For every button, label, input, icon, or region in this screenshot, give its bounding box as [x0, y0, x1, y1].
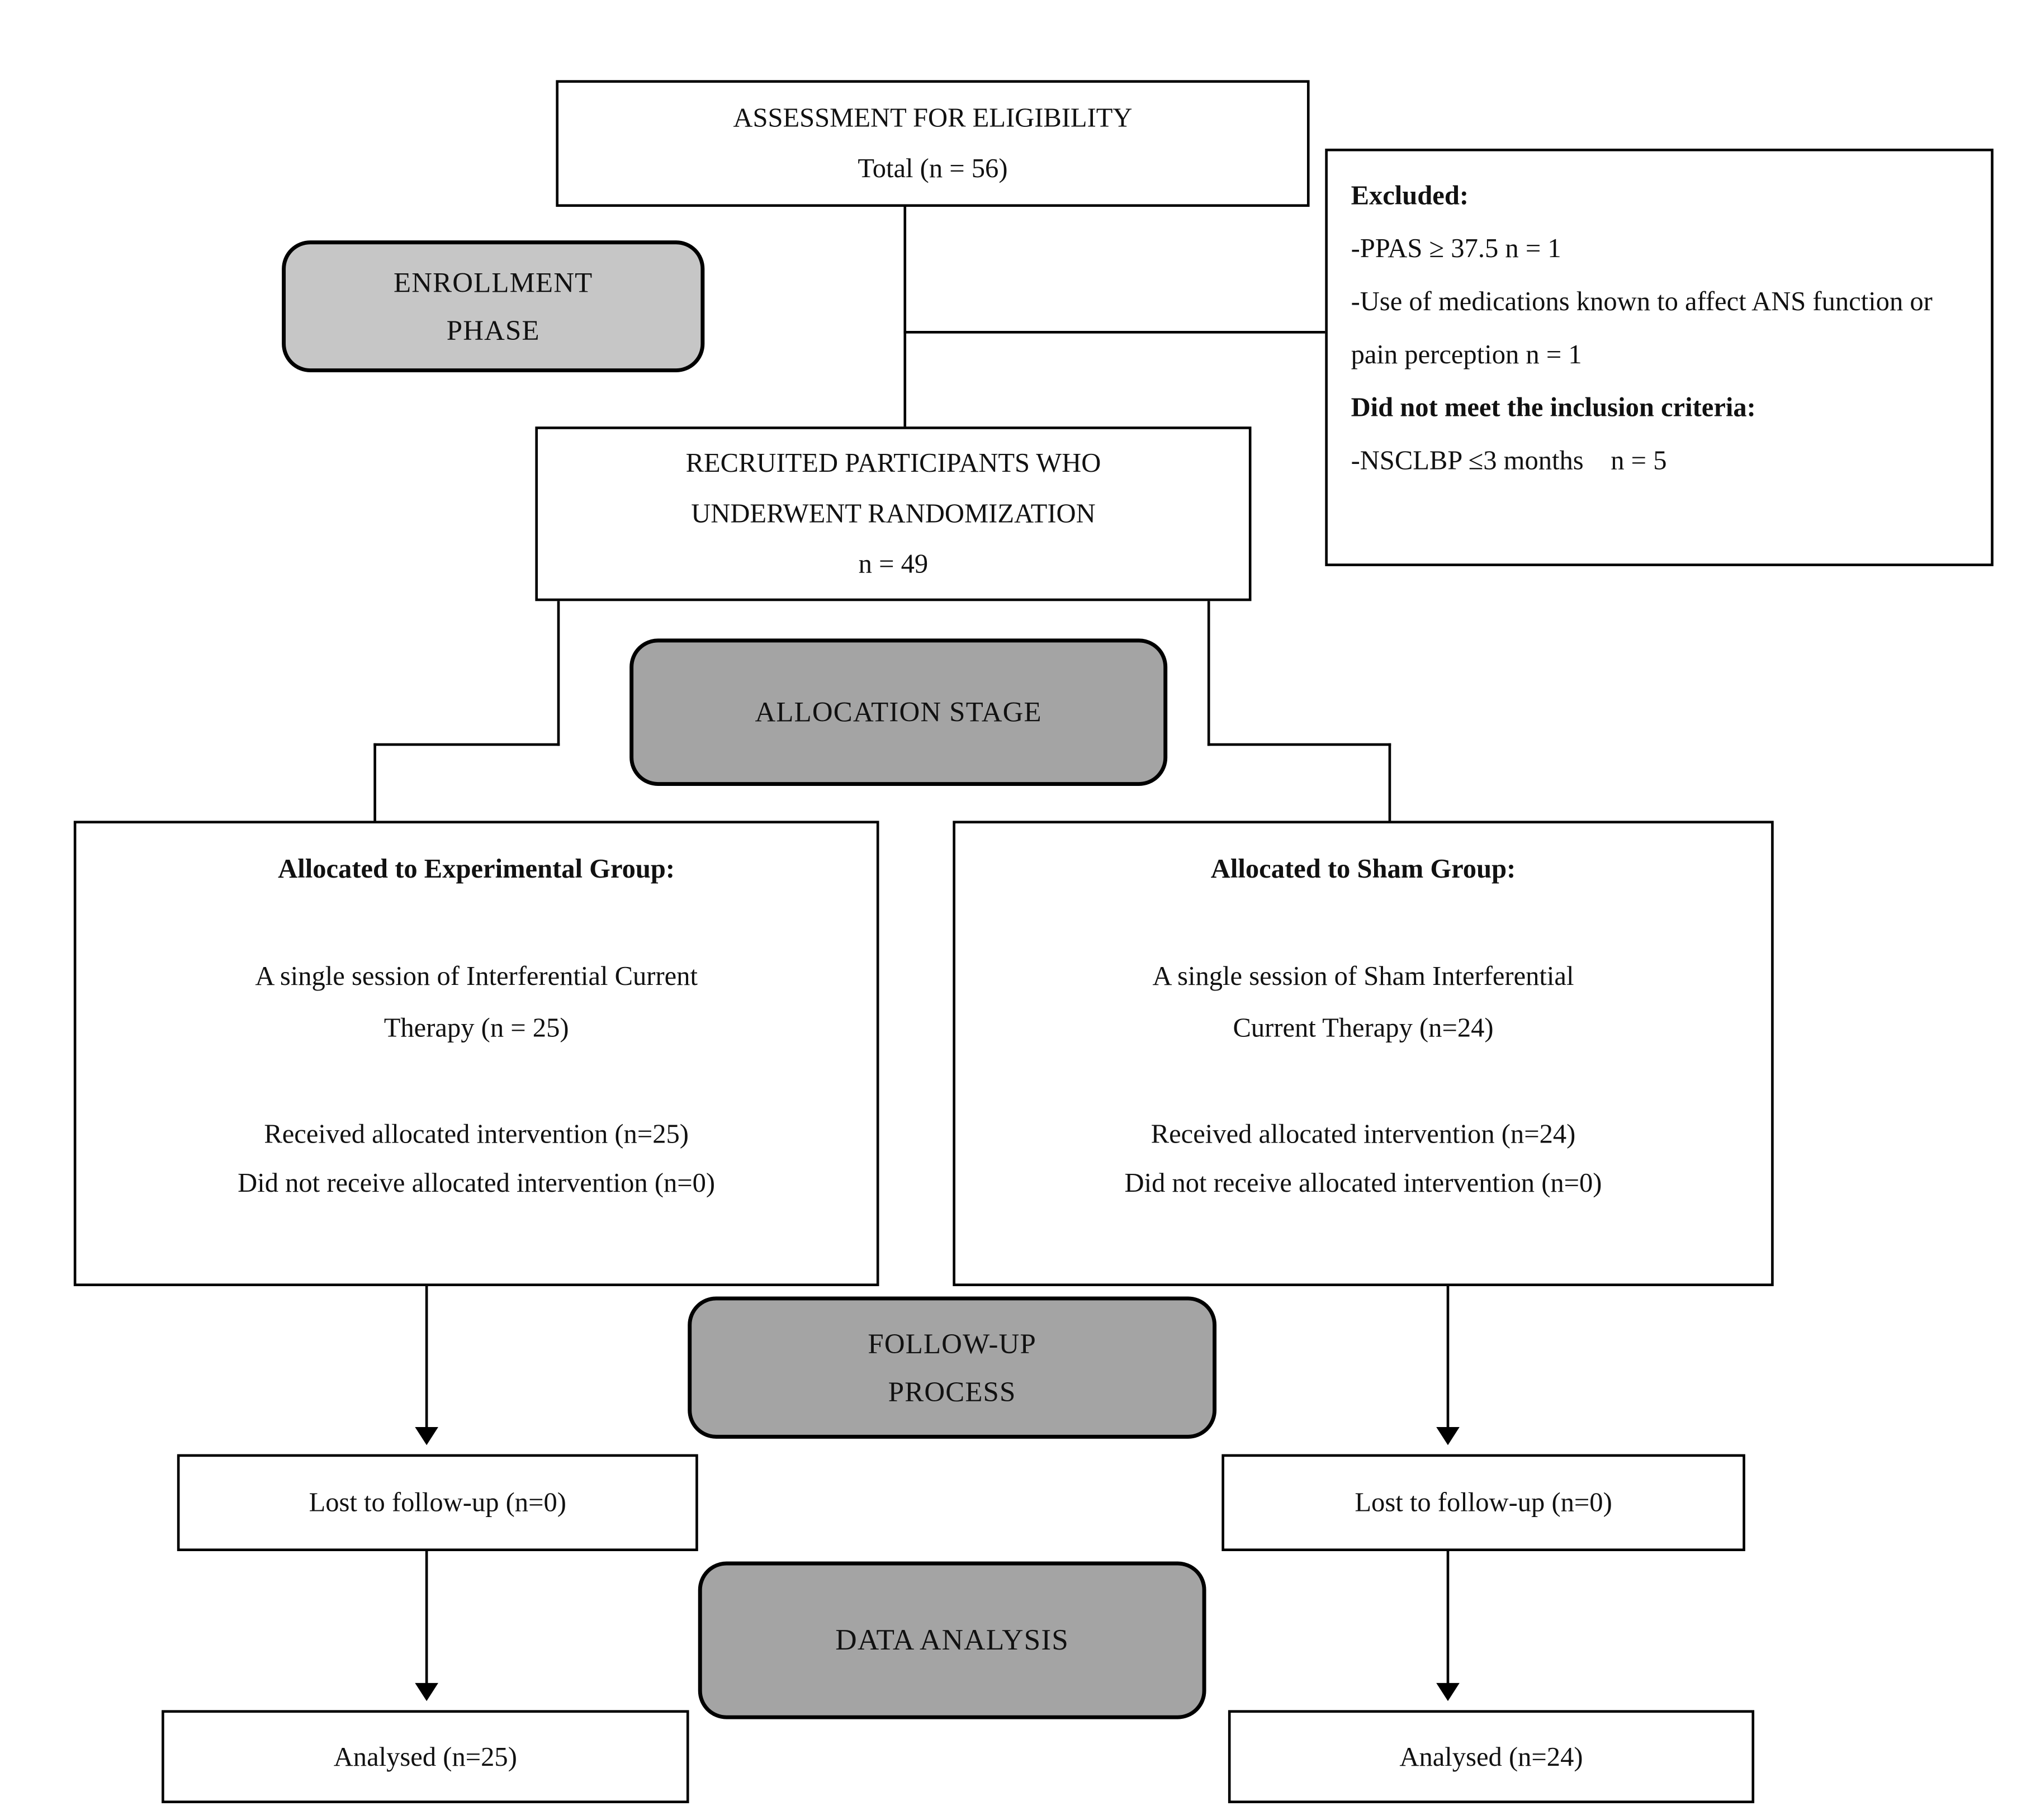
connector-right-branch-vertical-1 — [1208, 601, 1210, 746]
recruited-randomization-box — [535, 426, 1251, 601]
sham-session-line1: A single session of Sham Interferential — [1152, 960, 1574, 992]
sham-group-box — [953, 821, 1773, 1286]
lost-followup-left-box — [177, 1454, 698, 1551]
connector-left-branch-vertical-1 — [557, 601, 560, 746]
allocation-stage — [629, 638, 1167, 786]
connector-to-excluded — [903, 331, 1328, 334]
excluded-box — [1325, 149, 1994, 566]
experimental-session-line1: A single session of Interferential Current — [255, 960, 698, 992]
arrow-left-followup-stem — [425, 1286, 428, 1430]
allocation-stage-label: ALLOCATION STAGE — [755, 695, 1042, 728]
enrollment-phase-stage — [282, 240, 704, 372]
analysed-left-label: Analysed (n=25) — [333, 1740, 517, 1772]
lost-followup-right-label: Lost to follow-up (n=0) — [1355, 1486, 1612, 1518]
sham-received: Received allocated intervention (n=24) — [1150, 1117, 1576, 1149]
sham-group-title: Allocated to Sham Group: — [1210, 853, 1516, 884]
excluded-inclusion-criteria-title: Did not meet the inclusion criteria: — [1351, 391, 1756, 423]
followup-process-line2: PROCESS — [888, 1375, 1016, 1408]
arrow-left-analysis-stem — [425, 1551, 428, 1686]
data-analysis-label: DATA ANALYSIS — [835, 1624, 1069, 1657]
recruited-line2: UNDERWENT RANDOMIZATION — [691, 497, 1096, 529]
lost-followup-left-label: Lost to follow-up (n=0) — [309, 1486, 566, 1518]
excluded-title: Excluded: — [1351, 179, 1469, 211]
assessment-eligibility-box — [556, 80, 1309, 207]
arrow-right-analysis-head — [1436, 1683, 1460, 1701]
arrow-right-analysis-stem — [1447, 1551, 1450, 1686]
experimental-session — [92, 951, 861, 1054]
recruited-line1: RECRUITED PARTICIPANTS WHO — [685, 447, 1101, 479]
enrollment-phase-line2: PHASE — [446, 314, 540, 347]
excluded-item-medications: -Use of medications known to affect ANS function or pain perception n = 1 — [1351, 285, 1940, 369]
experimental-session-line2: Therapy (n = 25) — [383, 1012, 569, 1043]
sham-session-line2: Current Therapy (n=24) — [1233, 1012, 1494, 1043]
followup-process-line1: FOLLOW-UP — [868, 1327, 1036, 1359]
connector-left-branch-vertical-2 — [373, 743, 376, 823]
recruited-count: n = 49 — [858, 548, 929, 579]
assessment-title: ASSESSMENT FOR ELIGIBILITY — [733, 102, 1133, 134]
arrow-right-followup-stem — [1447, 1286, 1450, 1430]
arrow-right-followup-head — [1436, 1427, 1460, 1445]
experimental-not-received: Did not receive allocated intervention (n=0) — [238, 1168, 716, 1199]
excluded-item-ppas: -PPAS ≥ 37.5 n = 1 — [1351, 233, 1561, 264]
analysed-right-label: Analysed (n=24) — [1399, 1740, 1583, 1772]
connector-left-branch-horizontal — [373, 743, 560, 746]
arrow-left-followup-head — [415, 1427, 438, 1445]
connector-assessment-to-recruited — [903, 207, 906, 429]
followup-process-stage — [688, 1296, 1216, 1438]
experimental-received: Received allocated intervention (n=25) — [264, 1117, 689, 1149]
experimental-group-box — [74, 821, 879, 1286]
analysed-left-box — [162, 1710, 689, 1803]
connector-right-branch-horizontal — [1208, 743, 1391, 746]
data-analysis-stage — [698, 1562, 1206, 1719]
experimental-group-title: Allocated to Experimental Group: — [278, 853, 675, 884]
analysed-right-box — [1228, 1710, 1754, 1803]
sham-not-received: Did not receive allocated intervention (n=0) — [1124, 1168, 1602, 1199]
enrollment-phase-line1: ENROLLMENT — [394, 266, 593, 298]
connector-right-branch-vertical-2 — [1389, 743, 1391, 823]
assessment-total: Total (n = 56) — [858, 152, 1008, 184]
lost-followup-right-box — [1221, 1454, 1745, 1551]
sham-session — [971, 951, 1756, 1054]
arrow-left-analysis-head — [415, 1683, 438, 1701]
excluded-item-nsclbp: -NSCLBP ≤3 months n = 5 — [1351, 444, 1667, 476]
